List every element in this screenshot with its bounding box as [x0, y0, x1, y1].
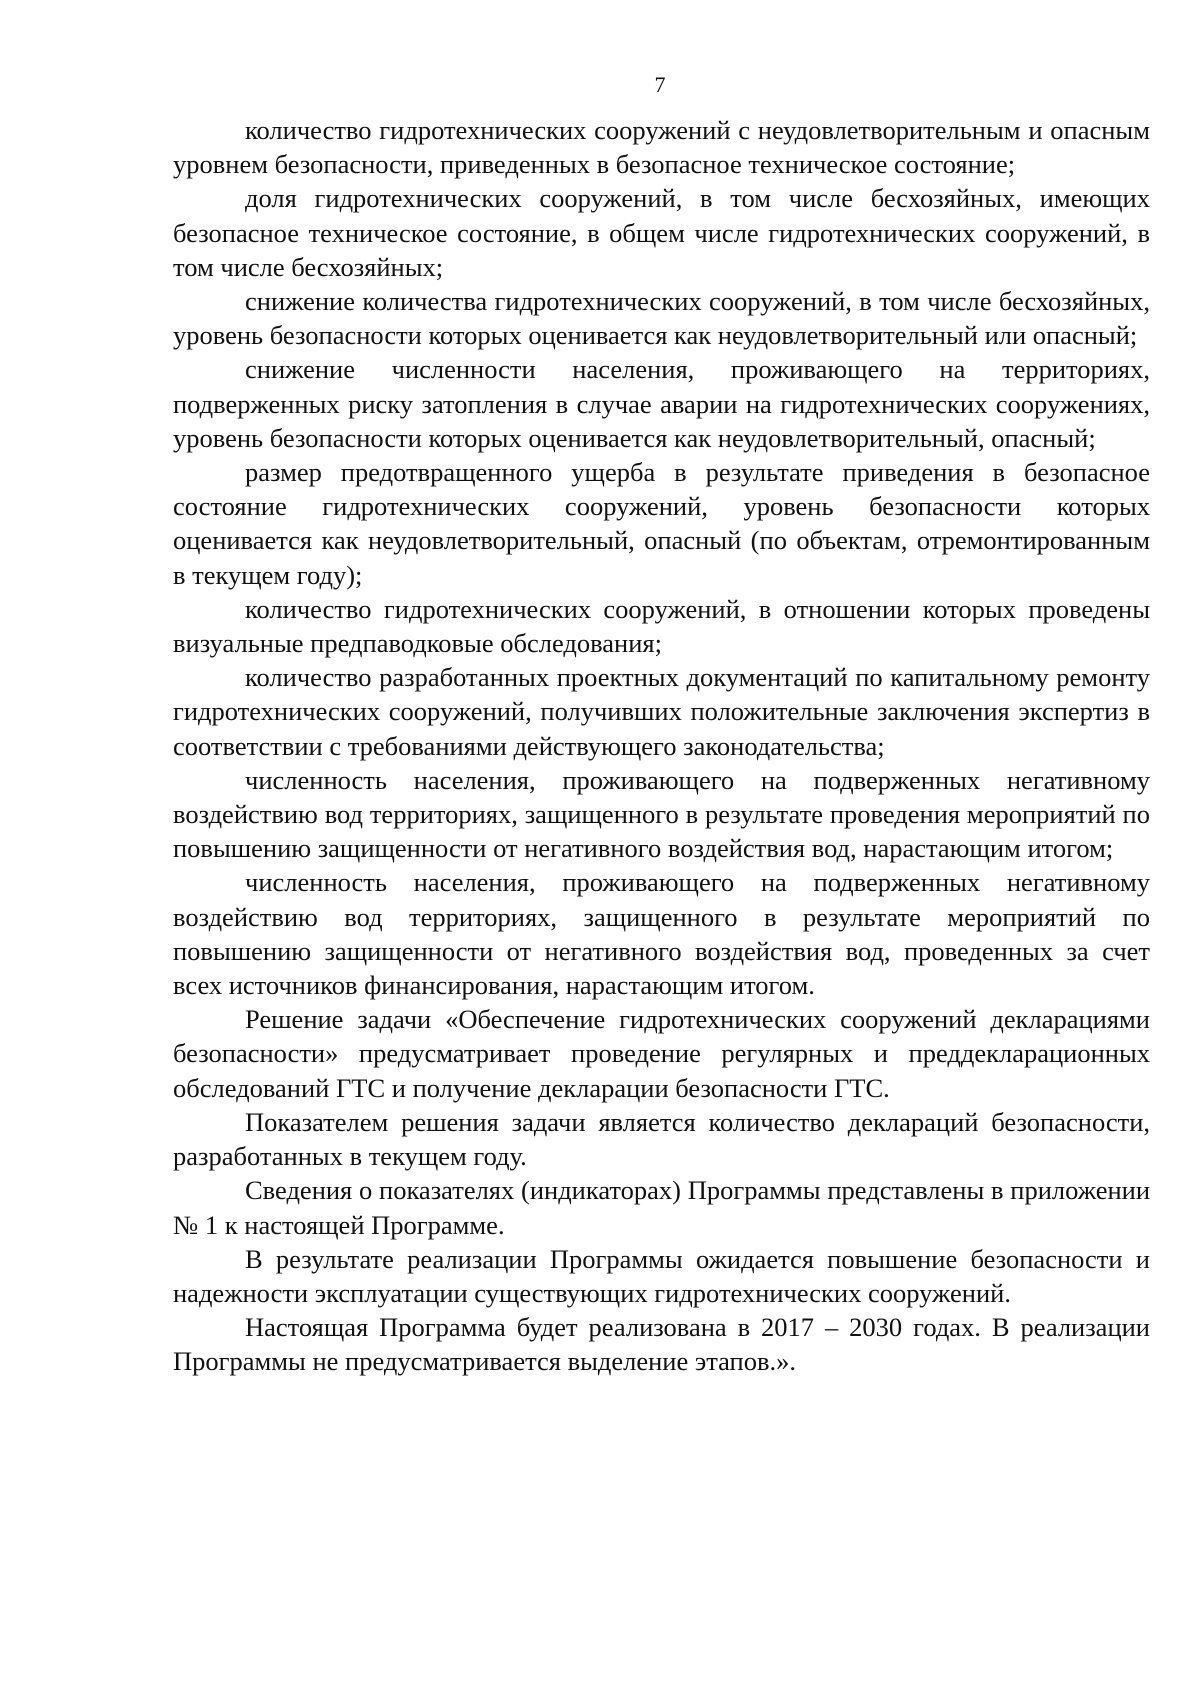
paragraph: В результате реализации Программы ожидается повышение безопасности и надежности эксплуатации существующих гидротехнических сооружений. — [173, 1243, 1150, 1308]
paragraph: численность населения, проживающего на подверженных негативному воздействию вод территориях, защищенного в результате проведения мероприятий по повышению защищенности от негативного воздействия вод, нарастающим итогом; — [173, 764, 1150, 864]
paragraph: размер предотвращенного ущерба в результате приведения в безопасное состояние гидротехнических сооружений, уровень безопасности которых оценивается как неудовлетворительный, опасный (по объектам, отремонтированным в текущем году); — [173, 457, 1150, 590]
document-body — [173, 113, 1150, 1379]
paragraph: Сведения о показателях (индикаторах) Программы представлены в приложении № 1 к настоящей Программе. — [173, 1175, 1150, 1240]
paragraph: Настоящая Программа будет реализована в 2017 – 2030 годах. В реализации Программы не предусматривается выделение этапов.». — [173, 1312, 1150, 1377]
paragraph: снижение численности населения, проживающего на территориях, подверженных риску затопления в случае аварии на гидротехнических сооружениях, уровень безопасности которых оценивается как неудовлетворительный, опасный; — [173, 354, 1150, 453]
paragraph: снижение количества гидротехнических сооружений, в том числе бесхозяйных, уровень безопасности которых оценивается как неудовлетворительный или опасный; — [173, 286, 1150, 351]
paragraph: численность населения, проживающего на подверженных негативному воздействию вод территориях, защищенного в результате мероприятий по повышению защищенности от негативного воздействия вод, проведенных за счет всех источников финансирования, нарастающим итогом. — [173, 867, 1150, 1001]
paragraph: количество гидротехнических сооружений с неудовлетворительным и опасным уровнем безопасности, приведенных в безопасное техническое состояние; — [173, 115, 1150, 180]
paragraph: доля гидротехнических сооружений, в том числе бесхозяйных, имеющих безопасное техническое состояние, в общем числе гидротехнических сооружений, в том числе бесхозяйных; — [173, 183, 1150, 282]
paragraph: Решение задачи «Обеспечение гидротехнических сооружений декларациями безопасности» предусматривает проведение регулярных и преддекларационных обследований ГТС и получение декларации безопасности ГТС. — [173, 1004, 1150, 1103]
paragraph: количество гидротехнических сооружений, в отношении которых проведены визуальные предпаводковые обследования; — [173, 593, 1150, 659]
paragraph: количество разработанных проектных документаций по капитальному ремонту гидротехнических сооружений, получивших положительные заключения экспертиз в соответствии с требованиями действующего законодательства; — [173, 662, 1150, 761]
paragraph: Показателем решения задачи является количество деклараций безопасности, разработанных в текущем году. — [173, 1106, 1150, 1172]
page-number: 7 — [654, 72, 666, 97]
